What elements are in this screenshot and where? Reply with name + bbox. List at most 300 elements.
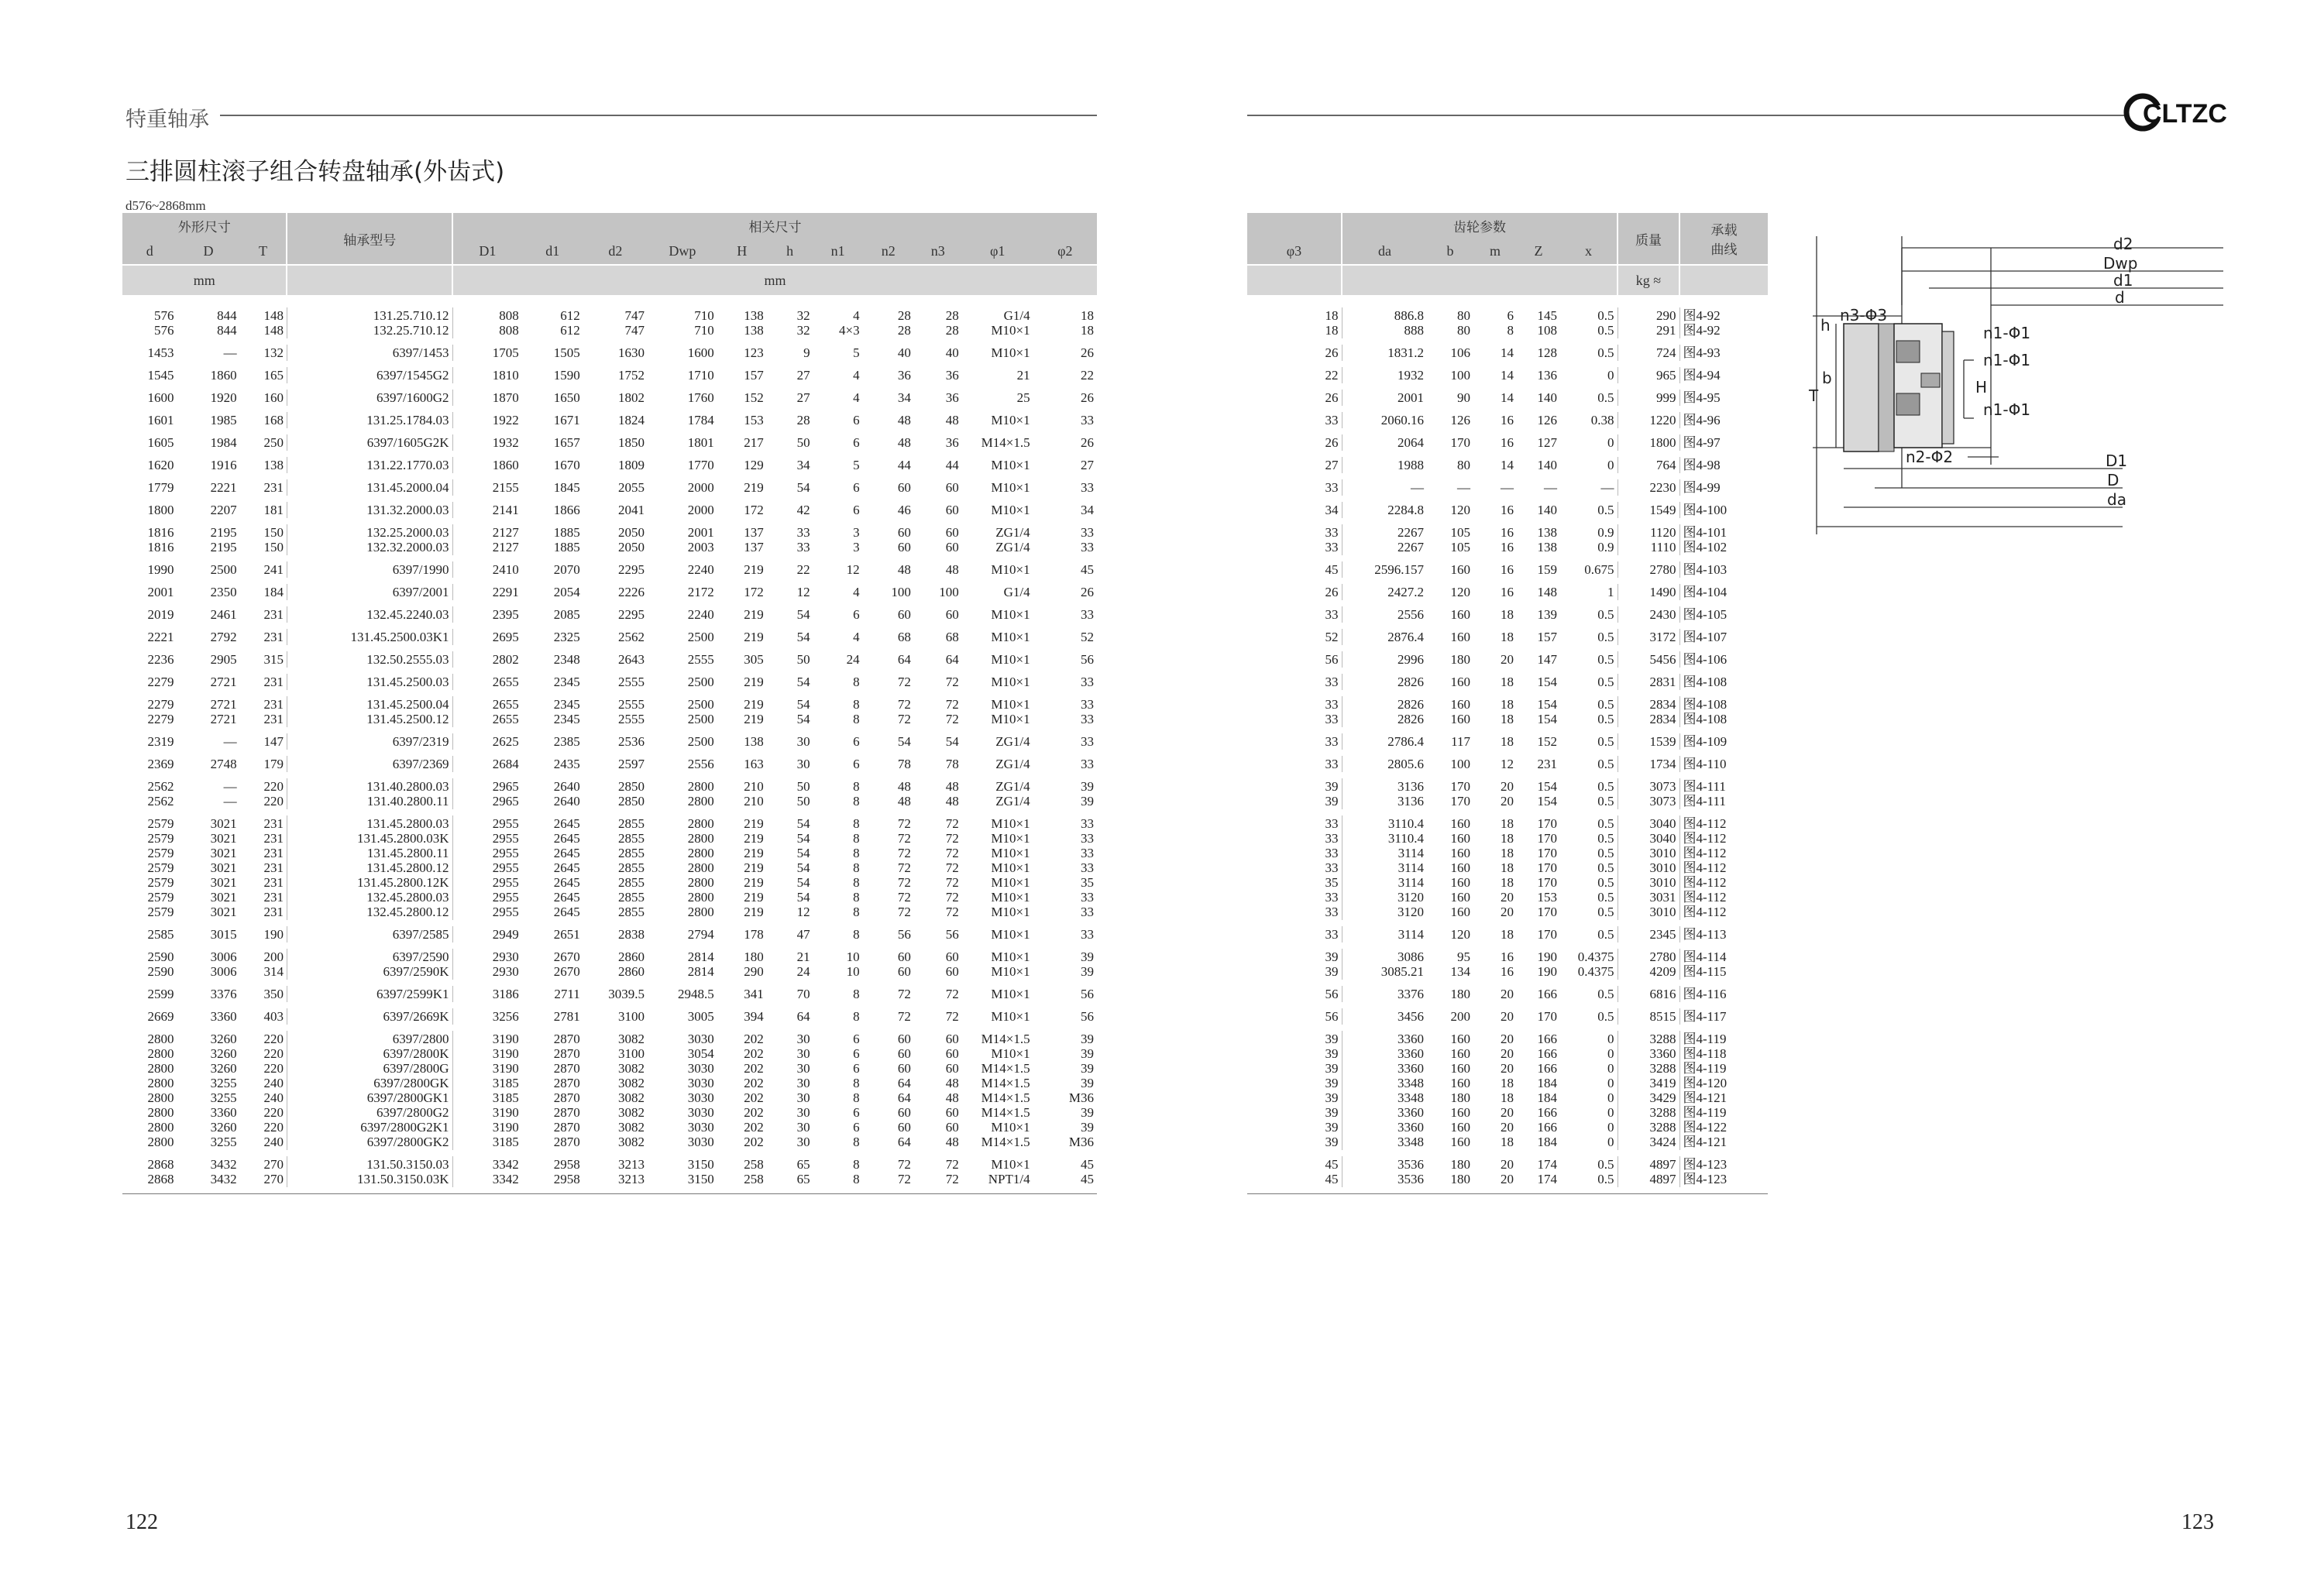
cell-Dwp: 3030 3054 3030 3030 3030 3030 3030 3030 xyxy=(687,1032,714,1149)
cell-b: 160 xyxy=(1450,630,1470,644)
cell-D1: 2291 xyxy=(452,584,522,600)
cell-mass: 4897 4897 xyxy=(1618,1156,1679,1187)
cell-H: 219 xyxy=(744,480,764,495)
cell-Dwp: 2948.5 xyxy=(677,987,714,1001)
cell-p2: 33 xyxy=(1081,607,1094,622)
table-row xyxy=(1247,815,1768,920)
table-row xyxy=(122,674,1097,690)
cell-d2: 2597 xyxy=(618,757,645,771)
cell-T: 147 xyxy=(263,734,284,749)
cell-model: 131.45.2500.03 xyxy=(287,674,452,690)
header-rule-right xyxy=(1247,115,2124,116)
cell-model: 131.25.1784.03 xyxy=(287,412,452,428)
cell-p2: 33 33 33 33 35 33 33 xyxy=(1081,816,1094,919)
cell-n2: 64 xyxy=(897,652,911,667)
cell-curve: 图4-107 xyxy=(1679,629,1768,645)
cell-T: 231 231 231 231 231 231 231 xyxy=(263,816,284,919)
cell-H: 138 138 xyxy=(744,308,764,338)
cell-model: 131.50.3150.03 131.50.3150.03K xyxy=(287,1156,452,1187)
cell-x: 0.5 xyxy=(1597,503,1614,517)
cell-p2: 56 xyxy=(1081,652,1094,667)
cell-d1: 2645 2645 2645 2645 2645 2645 2645 xyxy=(553,816,580,919)
cell-p1: M10×1 xyxy=(991,458,1030,472)
cell-curve: 图4-117 xyxy=(1679,1008,1768,1025)
cell-T: 132 xyxy=(263,345,284,360)
cell-b: 170 xyxy=(1450,435,1470,450)
cell-b: 120 xyxy=(1450,585,1470,599)
cell-m: 14 xyxy=(1501,368,1514,383)
cell-x: 0 xyxy=(1607,368,1614,383)
cell-b: 120 xyxy=(1450,503,1470,517)
cell-d2: 2860 2860 xyxy=(618,949,645,979)
cell-n2: 48 xyxy=(897,562,911,577)
table-row xyxy=(1247,674,1768,690)
cell-p1: 21 xyxy=(1016,368,1030,383)
cell-n1: 6 xyxy=(853,607,860,622)
cell-model: 6397/2599K1 xyxy=(287,986,452,1002)
cell-x: 0.5 xyxy=(1597,345,1614,360)
cell-D1: 2655 2655 xyxy=(452,696,522,727)
cell-da: 3110.4 3110.4 3114 3114 3114 3120 3120 xyxy=(1342,815,1427,920)
cell-n2: 60 60 xyxy=(897,525,911,555)
cell-d: 2562 2562 xyxy=(147,779,174,809)
table-row xyxy=(1247,1008,1768,1025)
cell-D1: 2655 xyxy=(452,674,522,690)
cell-p2: 52 xyxy=(1081,630,1094,644)
cell-model: 131.45.2000.04 xyxy=(287,479,452,496)
cell-p2: 39 39 39 39 M36 39 39 M36 xyxy=(1068,1032,1094,1149)
cell-d2: 1752 xyxy=(618,368,645,383)
cell-d2: 2555 2555 xyxy=(618,697,645,726)
cell-curve: 图4-106 xyxy=(1679,651,1768,668)
cell-mass: 2780 xyxy=(1618,561,1679,578)
table-row xyxy=(1247,584,1768,600)
cell-p1: M10×1 xyxy=(991,562,1030,577)
table-row xyxy=(1247,307,1768,338)
cell-Z: 128 xyxy=(1537,345,1557,360)
cell-D: 2221 xyxy=(210,480,237,495)
cell-da: 3536 3536 xyxy=(1342,1156,1427,1187)
cell-T: 241 xyxy=(263,562,284,577)
cell-Dwp: 2500 2500 xyxy=(687,697,714,726)
cell-n2: 100 xyxy=(891,585,911,599)
cell-d1: 2711 xyxy=(554,987,580,1001)
table-row xyxy=(122,606,1097,623)
cell-d: 2369 xyxy=(147,757,174,771)
cell-H: 172 xyxy=(744,585,764,599)
cell-T: 190 xyxy=(263,927,284,942)
cell-Dwp: 2814 2814 xyxy=(687,949,714,979)
cell-d2: 2041 xyxy=(618,503,645,517)
cell-Dwp: 2500 xyxy=(687,734,714,749)
cell-Z: 136 xyxy=(1537,368,1557,383)
col-header: d xyxy=(122,239,177,265)
cell-n2: 36 xyxy=(897,368,911,383)
col-header: d2 xyxy=(583,239,648,265)
cell-D: 3015 xyxy=(210,927,237,942)
cell-d: 2579 2579 2579 2579 2579 2579 2579 xyxy=(147,816,174,919)
cell-Dwp: 2800 2800 2800 2800 2800 2800 2800 xyxy=(687,816,714,919)
cell-n2: 60 60 xyxy=(897,949,911,979)
cell-mass: 1549 xyxy=(1618,502,1679,518)
dim-label: d1 xyxy=(2113,271,2133,290)
cell-d: 2279 2279 xyxy=(147,697,174,726)
table-row xyxy=(1247,390,1768,406)
cell-p3: 26 xyxy=(1325,345,1339,360)
cell-d: 1605 xyxy=(147,435,174,450)
cell-Z: 159 xyxy=(1537,562,1557,577)
bearing-cross-section-diagram xyxy=(1809,232,2231,534)
cell-n3: 48 48 xyxy=(945,779,959,809)
cell-n2: 54 xyxy=(897,734,911,749)
cell-D1: 2410 xyxy=(452,561,522,578)
cell-D: — xyxy=(223,734,237,749)
cell-n2: 46 xyxy=(897,503,911,517)
cell-d2: 2562 xyxy=(618,630,645,644)
cell-p2: 26 xyxy=(1081,345,1094,360)
table-row xyxy=(1247,651,1768,668)
cell-n1: 8 xyxy=(853,675,860,689)
cell-b: — xyxy=(1457,480,1470,495)
cell-n2: 68 xyxy=(897,630,911,644)
cell-D1: 3342 3342 xyxy=(452,1156,522,1187)
cell-x: 0.5 0.5 xyxy=(1597,779,1614,809)
cell-Z: 147 xyxy=(1537,652,1557,667)
cell-D: 2905 xyxy=(210,652,237,667)
cell-d: 1800 xyxy=(147,503,174,517)
cell-mass: 290 291 xyxy=(1618,307,1679,338)
cell-d1: 2385 xyxy=(553,734,580,749)
table-row xyxy=(122,457,1097,473)
cell-b: 160 160 xyxy=(1450,697,1470,726)
cell-Dwp: 2555 xyxy=(687,652,714,667)
cell-curve: 图4-112 图4-112 图4-112 图4-112 图4-112 图4-112 图4-112 xyxy=(1679,815,1768,920)
cell-n3: 72 72 xyxy=(945,697,959,726)
cell-D1: 2695 xyxy=(452,629,522,645)
cell-p1: M10×1 xyxy=(991,503,1030,517)
dim-label: D xyxy=(2107,471,2119,489)
table-row xyxy=(122,778,1097,809)
cell-d: 1620 xyxy=(147,458,174,472)
cell-d2: 2055 xyxy=(618,480,645,495)
cell-curve: 图4-92 图4-92 xyxy=(1679,307,1768,338)
cell-model: 131.45.2800.03 131.45.2800.03K 131.45.2800.11 131.45.2800.12 131.45.2800.12K 132.45.2800.03 132.45.2800.12 xyxy=(287,815,452,920)
cell-Dwp: 1600 xyxy=(687,345,714,360)
cell-b: 180 xyxy=(1450,987,1470,1001)
cell-m: 18 xyxy=(1501,927,1514,942)
cell-n1: 8 xyxy=(853,987,860,1001)
cell-h: 50 xyxy=(796,435,810,450)
cell-n1: 5 xyxy=(853,458,860,472)
cell-H: 219 xyxy=(744,630,764,644)
cell-p1: M10×1 xyxy=(991,345,1030,360)
cell-Z: 148 xyxy=(1537,585,1557,599)
cell-D: 2792 xyxy=(210,630,237,644)
cell-da: 3360 3360 3360 3348 3348 3360 3360 3348 xyxy=(1342,1031,1427,1150)
table-row xyxy=(1247,457,1768,473)
cell-Z: 140 xyxy=(1537,458,1557,472)
cell-D1: 2625 xyxy=(452,733,522,750)
cell-T: 231 231 xyxy=(263,697,284,726)
cell-D: 2350 xyxy=(210,585,237,599)
cell-h: 33 33 xyxy=(796,525,810,555)
cell-H: 217 xyxy=(744,435,764,450)
cell-da: 1831.2 xyxy=(1342,345,1427,361)
cell-p2: 33 33 xyxy=(1081,697,1094,726)
brand-logo xyxy=(2124,91,2227,133)
cell-x: 0.5 xyxy=(1597,675,1614,689)
table-row xyxy=(1247,561,1768,578)
cell-d: 2319 xyxy=(147,734,174,749)
cell-n3: 54 xyxy=(945,734,959,749)
cell-h: 12 xyxy=(796,585,810,599)
cell-T: 231 xyxy=(263,675,284,689)
cell-curve: 图4-108 xyxy=(1679,674,1768,690)
cell-mass: 764 xyxy=(1618,457,1679,473)
cell-T: 315 xyxy=(263,652,284,667)
cell-h: 32 32 xyxy=(796,308,810,338)
cell-curve: 图4-110 xyxy=(1679,756,1768,772)
table-row xyxy=(122,561,1097,578)
cell-x: 0 xyxy=(1607,458,1614,472)
cell-d1: 1845 xyxy=(553,480,580,495)
cell-m: 18 xyxy=(1501,734,1514,749)
cell-m: 14 xyxy=(1501,390,1514,405)
table-row xyxy=(1247,524,1768,555)
table-row xyxy=(1247,479,1768,496)
cell-D1: 2127 2127 xyxy=(452,524,522,555)
cell-Dwp: 1760 xyxy=(687,390,714,405)
cell-D: 844 844 xyxy=(217,308,237,338)
cell-m: 6 8 xyxy=(1507,308,1514,338)
cell-n3: 60 60 xyxy=(945,525,959,555)
cell-p1: M10×1 xyxy=(991,480,1030,495)
page-number-left: 122 xyxy=(125,1510,158,1534)
cell-da: 3456 xyxy=(1342,1008,1427,1025)
cell-p2: 33 xyxy=(1081,480,1094,495)
cell-d: 2236 xyxy=(147,652,174,667)
cell-b: 95 134 xyxy=(1450,949,1470,979)
cell-p1: 25 xyxy=(1016,390,1030,405)
cell-H: 153 xyxy=(744,413,764,427)
cell-curve: 图4-114 图4-115 xyxy=(1679,949,1768,980)
cell-d1: 2870 2870 2870 2870 2870 2870 2870 2870 xyxy=(553,1032,580,1149)
cell-Z: 170 170 170 170 170 153 170 xyxy=(1537,816,1557,919)
cell-d: 2868 2868 xyxy=(147,1157,174,1186)
cell-H: 180 290 xyxy=(744,949,764,979)
cell-n3: 72 xyxy=(945,1009,959,1024)
cell-mass: 1120 1110 xyxy=(1618,524,1679,555)
cell-x: 0.5 xyxy=(1597,607,1614,622)
cell-mass: 2780 4209 xyxy=(1618,949,1679,980)
cell-T: 220 220 220 240 240 220 220 240 xyxy=(263,1032,284,1149)
cell-mass: 3040 3040 3010 3010 3010 3031 3010 xyxy=(1618,815,1679,920)
cell-p2: 45 xyxy=(1081,562,1094,577)
cell-da: 2786.4 xyxy=(1342,733,1427,750)
cell-n2: 72 72 xyxy=(897,697,911,726)
dim-label: da xyxy=(2107,490,2126,509)
dim-label: n3-Φ3 xyxy=(1840,306,1888,324)
cell-x: 0.5 xyxy=(1597,652,1614,667)
cell-d2: 2295 xyxy=(618,562,645,577)
cell-n1: 6 6 6 8 8 6 6 8 xyxy=(853,1032,860,1149)
cell-n1: 8 xyxy=(853,927,860,942)
cell-x: 1 xyxy=(1607,585,1614,599)
cell-D1: 2684 xyxy=(452,756,522,772)
cell-m: 12 xyxy=(1501,757,1514,771)
cell-Dwp: 1784 xyxy=(687,413,714,427)
cell-da: 2001 xyxy=(1342,390,1427,406)
cell-da: 2996 xyxy=(1342,651,1427,668)
cell-mass: 1734 xyxy=(1618,756,1679,772)
cell-mass: 2430 xyxy=(1618,606,1679,623)
cell-da: 2267 2267 xyxy=(1342,524,1427,555)
cell-b: 160 160 160 160 180 160 160 160 xyxy=(1450,1032,1470,1149)
cell-n3: 72 72 72 72 72 72 72 xyxy=(945,816,959,919)
table-row xyxy=(1247,756,1768,772)
cell-D1: 1870 xyxy=(452,390,522,406)
cell-p3: 33 xyxy=(1325,607,1339,622)
cell-b: 117 xyxy=(1451,734,1470,749)
brand-text: CLTZC xyxy=(2143,99,2227,129)
cell-model: 131.40.2800.03 131.40.2800.11 xyxy=(287,778,452,809)
page-number-right: 123 xyxy=(2181,1510,2214,1534)
cell-n1: 4 xyxy=(853,368,860,383)
cell-d2: 2536 xyxy=(618,734,645,749)
col-header: D1 xyxy=(452,239,522,265)
table-row xyxy=(1247,606,1768,623)
cell-p3: 27 xyxy=(1325,458,1339,472)
group-model-header: 轴承型号 xyxy=(287,213,452,265)
cell-x: 0.4375 0.4375 xyxy=(1577,949,1614,979)
col-header: b xyxy=(1427,239,1473,265)
cell-Z: 138 138 xyxy=(1537,525,1557,555)
cell-D: 1860 xyxy=(210,368,237,383)
cell-mass: 1490 xyxy=(1618,584,1679,600)
cell-d1: 2348 xyxy=(553,652,580,667)
cell-p1: M10×1 NPT1/4 xyxy=(988,1157,1030,1186)
cell-da: 3136 3136 xyxy=(1342,778,1427,809)
cell-p1: M14×1.5 M10×1 M14×1.5 M14×1.5 M14×1.5 M14×1.5 M10×1 M14×1.5 xyxy=(981,1032,1030,1149)
cell-D: 3021 3021 3021 3021 3021 3021 3021 xyxy=(210,816,237,919)
cell-mass: 8515 xyxy=(1618,1008,1679,1025)
col-header: da xyxy=(1342,239,1427,265)
cell-d: 1453 xyxy=(147,345,174,360)
cell-mass: 3073 3073 xyxy=(1618,778,1679,809)
cell-p3: 33 33 xyxy=(1325,525,1339,555)
cell-b: 160 xyxy=(1450,562,1470,577)
cell-Z: 157 xyxy=(1537,630,1557,644)
cell-h: 28 xyxy=(796,413,810,427)
cell-d1: 2054 xyxy=(553,585,580,599)
cell-mass: 724 xyxy=(1618,345,1679,361)
group-mass-header: 质量 xyxy=(1618,213,1679,265)
cell-Dwp: 1710 xyxy=(687,368,714,383)
cell-n1: 6 xyxy=(853,480,860,495)
cell-Dwp: 2794 xyxy=(687,927,714,942)
cell-n2: 78 xyxy=(897,757,911,771)
cell-h: 9 xyxy=(803,345,810,360)
cell-p1: ZG1/4 xyxy=(995,734,1030,749)
cell-n1: 6 xyxy=(853,503,860,517)
cell-p3: 39 39 xyxy=(1325,779,1339,809)
cell-b: 105 105 xyxy=(1450,525,1470,555)
cell-p1: M10×1 xyxy=(991,927,1030,942)
table-row xyxy=(122,986,1097,1002)
cell-p3: 45 xyxy=(1325,562,1339,577)
cell-d1: 1650 xyxy=(553,390,580,405)
col-header: n3 xyxy=(914,239,962,265)
cell-m: 14 xyxy=(1501,458,1514,472)
cell-h: 42 xyxy=(796,503,810,517)
table-row xyxy=(122,1031,1097,1150)
cell-p2: 45 45 xyxy=(1081,1157,1094,1186)
dim-label: b xyxy=(1822,369,1832,387)
col-header: D xyxy=(177,239,239,265)
cell-T: 179 xyxy=(263,757,284,771)
table-row xyxy=(122,412,1097,428)
cell-p1: M10×1 xyxy=(991,675,1030,689)
cell-n3: 100 xyxy=(939,585,959,599)
cell-Z: 170 xyxy=(1537,927,1557,942)
cell-H: 157 xyxy=(744,368,764,383)
cell-h: 27 xyxy=(796,368,810,383)
cell-H: 210 210 xyxy=(744,779,764,809)
right-spec-table xyxy=(1247,213,1768,1194)
cell-model: 131.45.2500.04 131.45.2500.12 xyxy=(287,696,452,727)
cell-D1: 1922 xyxy=(452,412,522,428)
cell-p2: 33 xyxy=(1081,675,1094,689)
cell-H: 123 xyxy=(744,345,764,360)
cell-p3: 39 39 39 39 39 39 39 39 xyxy=(1325,1032,1339,1149)
cell-D: 2721 2721 xyxy=(210,697,237,726)
table-row xyxy=(1247,778,1768,809)
col-header: T xyxy=(240,239,287,265)
range-label: d576~2868mm xyxy=(125,198,206,213)
cell-h: 34 xyxy=(796,458,810,472)
cell-p1: M10×1 M10×1 xyxy=(991,949,1030,979)
cell-Dwp: 2240 xyxy=(687,607,714,622)
cell-n3: 36 xyxy=(945,435,959,450)
table-row xyxy=(122,815,1097,920)
cell-Dwp: 1801 xyxy=(687,435,714,450)
cell-H: 258 258 xyxy=(744,1157,764,1186)
cell-Dwp: 2000 xyxy=(687,480,714,495)
cell-D: 2721 xyxy=(210,675,237,689)
cell-n1: 4 4×3 xyxy=(839,308,860,338)
cell-Dwp: 1770 xyxy=(687,458,714,472)
cell-model: 131.32.2000.03 xyxy=(287,502,452,518)
table-row xyxy=(1247,986,1768,1002)
cell-p2: 33 xyxy=(1081,413,1094,427)
cell-model: 132.50.2555.03 xyxy=(287,651,452,668)
cell-D1: 808 808 xyxy=(452,307,522,338)
table-row xyxy=(1247,1031,1768,1150)
cell-n3: 36 xyxy=(945,368,959,383)
cell-curve: 图4-94 xyxy=(1679,367,1768,383)
cell-mass: 3172 xyxy=(1618,629,1679,645)
cell-model: 6397/2001 xyxy=(287,584,452,600)
cell-b: 80 xyxy=(1457,458,1470,472)
cell-d1: 2958 2958 xyxy=(553,1157,580,1186)
cell-p2: 33 xyxy=(1081,927,1094,942)
cell-p1: M10×1 M10×1 M10×1 M10×1 M10×1 M10×1 M10×1 xyxy=(991,816,1030,919)
cell-d: 2669 xyxy=(147,1009,174,1024)
cell-mass: 2831 xyxy=(1618,674,1679,690)
cell-Dwp: 2000 xyxy=(687,503,714,517)
dim-label: n1-Φ1 xyxy=(1983,324,2031,342)
cell-d: 1779 xyxy=(147,480,174,495)
